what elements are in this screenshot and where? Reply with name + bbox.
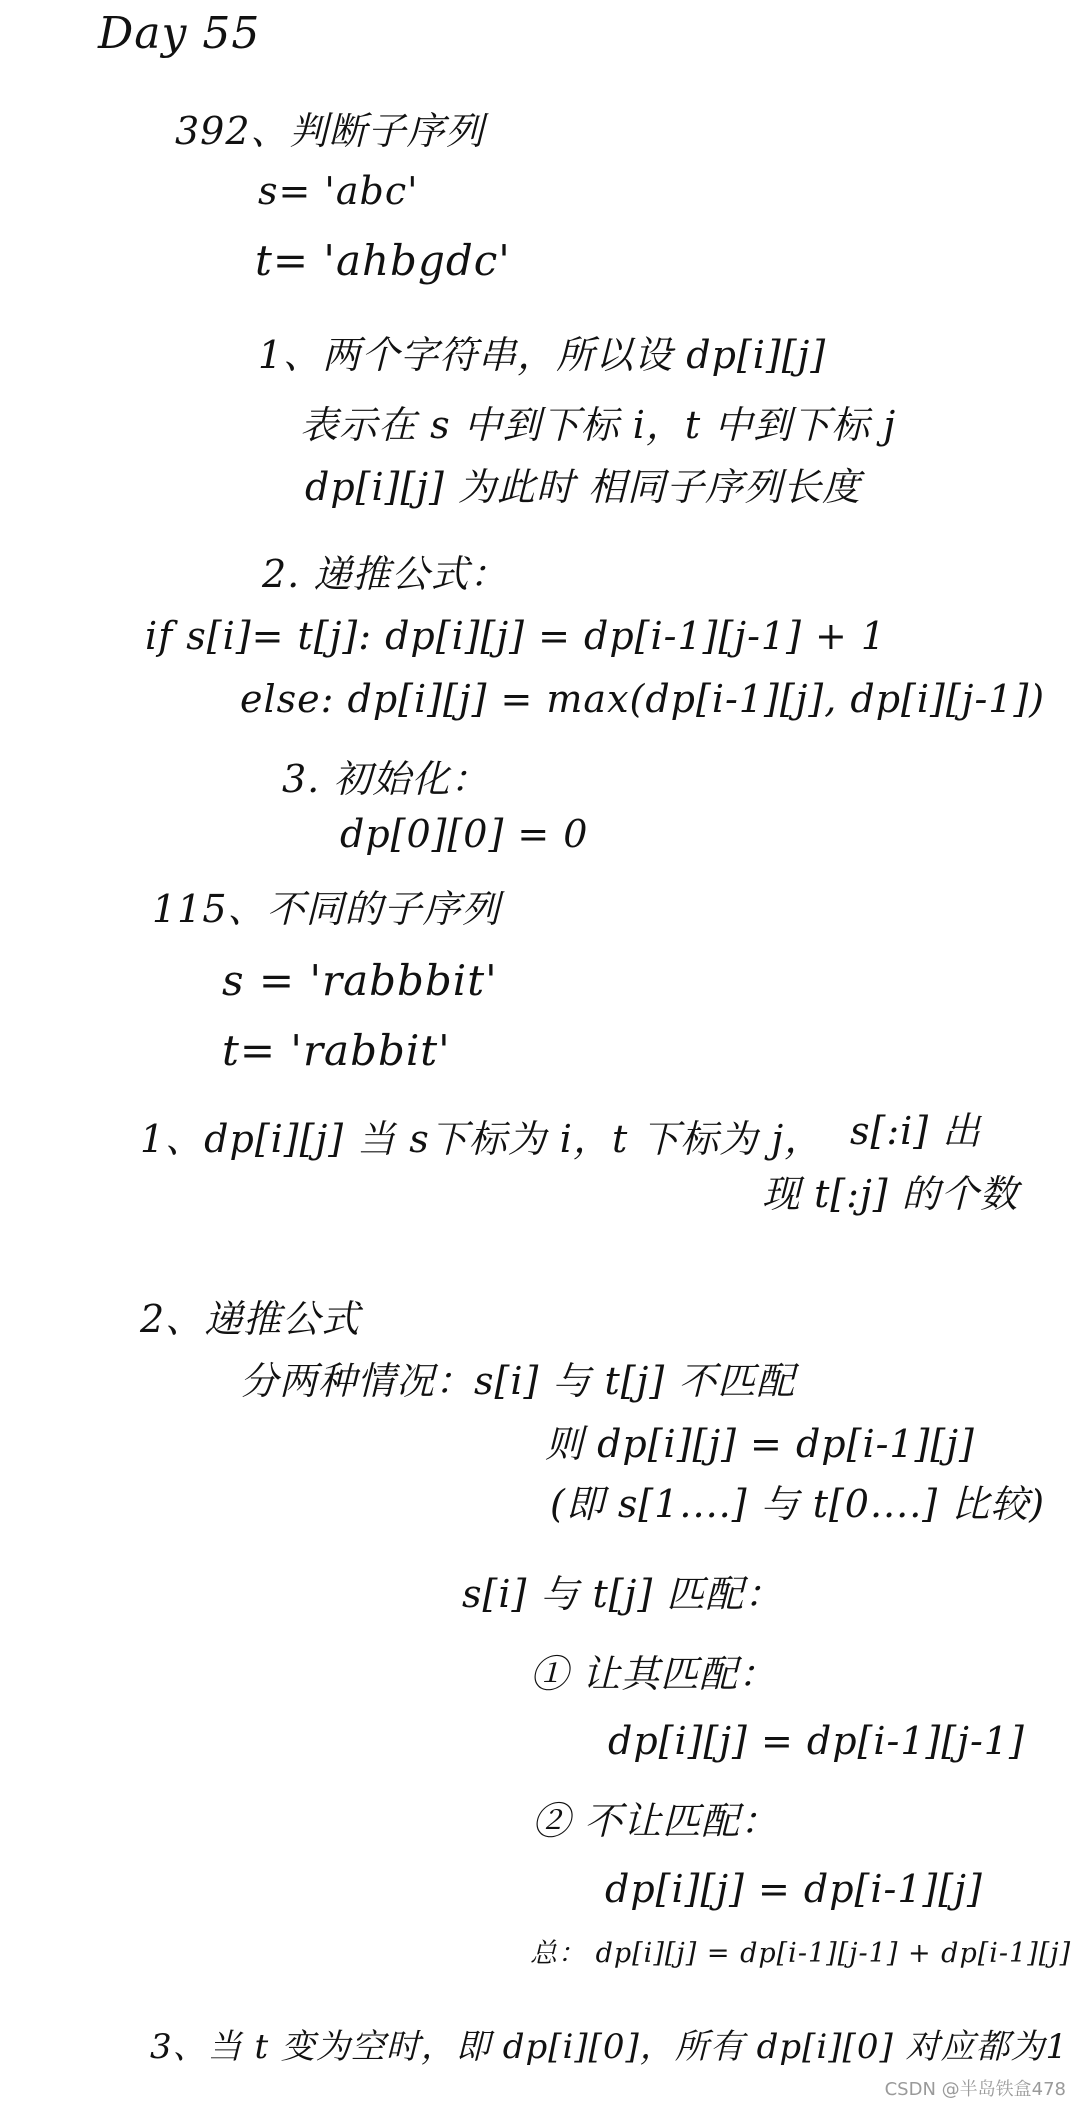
problem-392-step2-else: else: dp[i][j] = max(dp[i-1][j], dp[i][j-1]) xyxy=(240,677,1046,721)
problem-392-step2-heading: 2. 递推公式： xyxy=(262,552,509,596)
csdn-watermark: CSDN @半岛铁盒478 xyxy=(884,2079,1066,2100)
problem-115-heading: 115、不同的子序列 xyxy=(152,887,501,931)
problem-392-s: s= 'abc' xyxy=(258,169,419,213)
problem-115-option1-heading: ① 让其匹配： xyxy=(530,1652,778,1696)
problem-392-heading: 392、判断子序列 xyxy=(175,109,485,153)
problem-392-step1-line2: 表示在 s 中到下标 i，t 中到下标 j xyxy=(300,403,897,447)
problem-115-step2-cases: 分两种情况：s[i] 与 t[j] 不匹配 xyxy=(240,1359,796,1403)
problem-392-step3-value: dp[0][0] = 0 xyxy=(340,812,589,856)
problem-115-step2-match: s[i] 与 t[j] 匹配： xyxy=(462,1572,784,1616)
problem-392-step1-line3: dp[i][j] 为此时 相同子序列长度 xyxy=(305,465,862,509)
problem-115-s: s = 'rabbbit' xyxy=(222,956,498,1005)
problem-115-step1-line1: 1、dp[i][j] 当 s下标为 i，t 下标为 j， xyxy=(140,1117,824,1161)
problem-115-step2-then: 则 dp[i][j] = dp[i-1][j] xyxy=(545,1422,975,1466)
problem-392-t: t= 'ahbgdc' xyxy=(255,236,511,285)
problem-115-option2-formula: dp[i][j] = dp[i-1][j] xyxy=(605,1867,983,1911)
problem-115-step1-right2: 现 t[:j] 的个数 xyxy=(762,1172,1019,1216)
problem-115-option2-heading: ② 不让匹配： xyxy=(532,1799,780,1843)
problem-392-step2-if: if s[i]= t[j]: dp[i][j] = dp[i-1][j-1] + 1 xyxy=(145,614,887,658)
problem-115-step1-right1: s[:i] 出 xyxy=(850,1109,982,1153)
notes-title: Day 55 xyxy=(98,8,261,59)
problem-392-step1-line1: 1、两个字符串，所以设 dp[i][j] xyxy=(258,333,827,377)
problem-115-option1-formula: dp[i][j] = dp[i-1][j-1] xyxy=(608,1719,1025,1763)
problem-392-step3-heading: 3. 初始化： xyxy=(282,757,490,801)
problem-115-total: 总： dp[i][j] = dp[i-1][j-1] + dp[i-1][j] xyxy=(530,1938,1072,1969)
problem-115-t: t= 'rabbit' xyxy=(222,1026,451,1075)
problem-115-step3: 3、当 t 变为空时，即 dp[i][0]，所有 dp[i][0] 对应都为1 xyxy=(150,2027,1069,2067)
problem-115-step2-heading: 2、递推公式 xyxy=(140,1297,361,1341)
problem-115-step2-note: (即 s[1....] 与 t[0....] 比较) xyxy=(550,1482,1046,1526)
